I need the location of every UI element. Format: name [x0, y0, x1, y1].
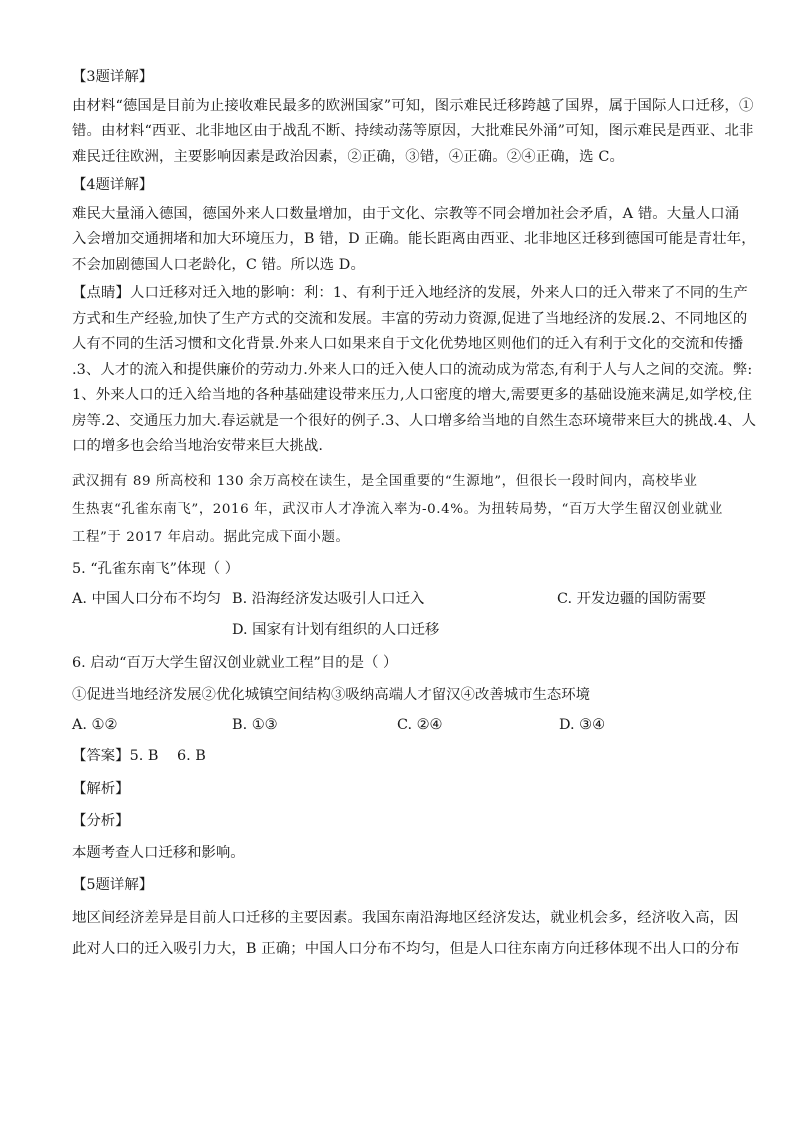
- question-5-options-row: [72, 584, 724, 615]
- text-line: 此对人口的迁入吸引力大，B 正确；中国人口分布不均匀，但是人口往东南方向迁移体现不出人口的分布: [72, 940, 740, 957]
- text-line: 口的增多也会给当地治安带来巨大挑战.: [72, 438, 324, 454]
- document-page: [72, 62, 757, 965]
- option-c: C. 开发边疆的国防需要: [557, 590, 707, 607]
- option-b: B. ①③: [232, 716, 278, 733]
- question-6-items: ①促进当地经济发展②优化城镇空间结构③吸纳高端人才留汉④改善城市生态环境: [72, 686, 591, 703]
- dianjing-block: [72, 281, 757, 460]
- reading-material: [72, 468, 724, 552]
- jiexi-heading: 【解析】: [72, 780, 130, 797]
- text-line: 方式和生产经验,加快了生产方式的交流和发展。丰富的劳动力资源,促进了当地经济的发展.2、不同地区的: [72, 310, 748, 327]
- text-line: 地区间经济差异是目前人口迁移的主要因素。我国东南沿海地区经济发达，就业机会多，经济收入高，因: [72, 909, 739, 926]
- text-line: 难民迁往欧洲，主要影响因素是政治因素，②正确，③错，④正确。②④正确，选 C。: [72, 148, 624, 165]
- section-5-body: [72, 903, 740, 965]
- text-line: .3、人才的流入和提供廉价的劳动力.外来人口的迁入使人口的流动成为常态,有利于人与人之间的交流。弊:: [72, 361, 753, 378]
- question-6-options-row: [72, 710, 724, 741]
- text-line: 工程”于 2017 年启动。据此完成下面小题。: [72, 529, 350, 545]
- text-line: 房等.2、交通压力加大.春运就是一个很好的例子.3、人口增多给当地的自然生态环境带来巨大的挑战.4、人: [72, 412, 757, 429]
- section-4-body: [72, 202, 756, 279]
- question-5-stem: 5. “孔雀东南飞”体现（ ）: [72, 560, 240, 577]
- text-line: 难民大量涌入德国，德国外来人口数量增加，由于文化、宗教等不同会增加社会矛盾，A 错。大量人口涌: [72, 205, 740, 222]
- section-3-body: [72, 94, 754, 171]
- option-c: C. ②④: [397, 716, 443, 733]
- option-d: D. ③④: [559, 716, 605, 733]
- text-line: 不会加剧德国人口老龄化，C 错。所以选 D。: [72, 256, 365, 273]
- text-line: 人有不同的生活习惯和文化背景.外来人口如果来自于文化优势地区则他们的迁入有利于文化的交流和传播: [72, 336, 744, 352]
- option-d: D. 国家有计划有组织的人口迁移: [232, 621, 440, 638]
- option-a: A. ①②: [72, 716, 118, 733]
- answer-row: [72, 741, 724, 772]
- text-line: 由材料“德国是目前为止接收难民最多的欧洲国家”可知，图示难民迁移跨越了国界，属于国际人口迁移，①: [72, 97, 754, 114]
- question-5-options-row-2: [72, 615, 724, 646]
- text-line: 1、外来人口的迁入给当地的各种基础建设带来压力,人口密度的增大,需要更多的基础设施来满足,如学校,住: [72, 387, 753, 403]
- text-line: 入会增加交通拥堵和加大环境压力，B 错，D 正确。能长距离由西亚、北非地区迁移到德国可能是青壮年，: [72, 231, 756, 247]
- fenxi-text: 本题考查人口迁移和影响。: [72, 844, 245, 861]
- text-line: 错。由材料“西亚、北非地区由于战乱不断、持续动荡等原因，大批难民外涌”可知，图示难民是西亚、北非: [72, 123, 754, 139]
- section-5-heading: 【5题详解】: [72, 876, 154, 893]
- section-4-heading: 【4题详解】: [72, 177, 154, 193]
- text-line: 【点睛】人口迁移对迁入地的影响：利：1、有利于迁入地经济的发展，外来人口的迁入带来了不同的生产: [72, 285, 748, 301]
- answer-label: 【答案】5. B: [72, 747, 159, 764]
- section-3-heading: 【3题详解】: [72, 69, 154, 85]
- fenxi-heading: 【分析】: [72, 812, 130, 829]
- option-b: B. 沿海经济发达吸引人口迁入: [232, 590, 425, 607]
- answer-second: 6. B: [177, 747, 206, 764]
- option-a: A. 中国人口分布不均匀: [72, 590, 222, 607]
- text-line: 武汉拥有 89 所高校和 130 余万高校在读生，是全国重要的“生源地”，但很长一段时间内，高校毕业: [72, 473, 698, 489]
- text-line: 生热衷“孔雀东南飞”，2016 年，武汉市人才净流入率为-0.4%。为扭转局势，“百万大学生留汉创业就业: [72, 501, 723, 517]
- question-6-stem: 6. 启动“百万大学生留汉创业就业工程”目的是（ ）: [72, 654, 398, 671]
